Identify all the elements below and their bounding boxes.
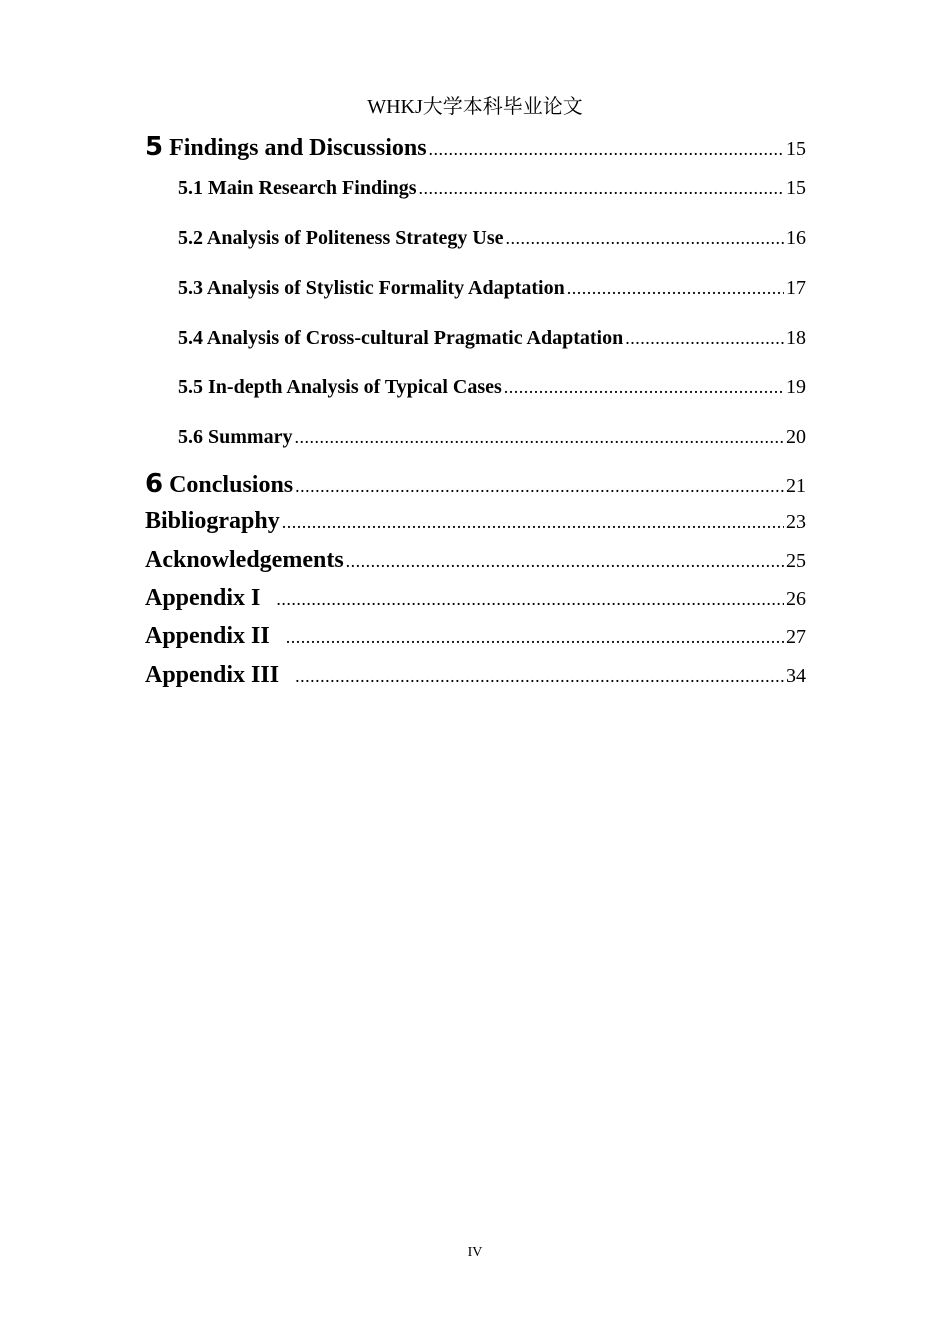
toc-entry-number: 5 bbox=[145, 132, 164, 162]
toc-entry-title: Acknowledgements bbox=[145, 547, 344, 573]
toc-entry-title: 5.6 Summary bbox=[178, 426, 293, 448]
toc-entry[interactable] bbox=[145, 662, 806, 689]
toc-entry-page: 34 bbox=[786, 665, 806, 687]
toc-leader-dots bbox=[429, 139, 784, 160]
toc-leader-dots bbox=[625, 328, 784, 349]
toc-leader-dots bbox=[567, 278, 784, 299]
toc-entry-page: 15 bbox=[786, 177, 806, 199]
toc-entry-title: 5.1 Main Research Findings bbox=[178, 177, 417, 199]
toc-entry-page: 27 bbox=[786, 626, 806, 648]
toc-entry-page: 23 bbox=[786, 511, 806, 533]
toc-entry-title: 5.4 Analysis of Cross-cultural Pragmatic Adaptation bbox=[178, 327, 624, 349]
toc-entry-title: Appendix I bbox=[145, 585, 261, 611]
toc-entry[interactable] bbox=[178, 327, 806, 350]
toc-leader-dots bbox=[276, 589, 784, 610]
toc-entry-title: 5.5 In-depth Analysis of Typical Cases bbox=[178, 376, 502, 398]
toc-entry-page: 19 bbox=[786, 376, 806, 398]
toc-entry[interactable] bbox=[145, 469, 806, 499]
toc-entry-page: 16 bbox=[786, 227, 806, 249]
toc-entry[interactable] bbox=[145, 547, 806, 574]
toc-entry[interactable] bbox=[145, 508, 806, 535]
toc-entry[interactable] bbox=[178, 376, 806, 399]
toc-entry-title: Bibliography bbox=[145, 508, 280, 534]
toc-entry-title: Appendix II bbox=[145, 623, 270, 649]
toc-entry-title: 5.3 Analysis of Stylistic Formality Adaptation bbox=[178, 277, 565, 299]
toc-entry-title: Appendix III bbox=[145, 662, 280, 688]
toc-entry-page: 25 bbox=[786, 550, 806, 572]
toc-entry-title: 5.2 Analysis of Politeness Strategy Use bbox=[178, 227, 504, 249]
toc-entry-title: Conclusions bbox=[169, 472, 294, 498]
toc-entry[interactable] bbox=[178, 227, 806, 250]
toc-leader-dots bbox=[294, 427, 784, 448]
toc-leader-dots bbox=[286, 627, 784, 648]
toc-entry-number: 6 bbox=[145, 469, 164, 499]
toc-entry-title: Findings and Discussions bbox=[169, 135, 427, 161]
toc-entry[interactable] bbox=[145, 132, 806, 162]
toc-entry[interactable] bbox=[145, 623, 806, 650]
toc-entry[interactable] bbox=[178, 277, 806, 300]
toc-leader-dots bbox=[295, 476, 784, 497]
toc-leader-dots bbox=[506, 228, 784, 249]
toc-leader-dots bbox=[504, 377, 784, 398]
page-number: IV bbox=[467, 1245, 483, 1260]
toc-entry-page: 26 bbox=[786, 588, 806, 610]
page-header: WHKJ大学本科毕业论文 bbox=[367, 96, 583, 118]
toc-leader-dots bbox=[419, 178, 784, 199]
toc-entry-page: 18 bbox=[786, 327, 806, 349]
toc-leader-dots bbox=[282, 512, 784, 533]
toc-leader-dots bbox=[295, 666, 784, 687]
toc-entry-page: 20 bbox=[786, 426, 806, 448]
toc-entry[interactable] bbox=[145, 585, 806, 612]
toc-entry[interactable] bbox=[178, 426, 806, 449]
toc-entry-page: 21 bbox=[786, 475, 806, 497]
toc-leader-dots bbox=[346, 551, 784, 572]
toc-entry-page: 15 bbox=[786, 138, 806, 160]
toc-entry[interactable] bbox=[178, 177, 806, 200]
toc-entry-page: 17 bbox=[786, 277, 806, 299]
